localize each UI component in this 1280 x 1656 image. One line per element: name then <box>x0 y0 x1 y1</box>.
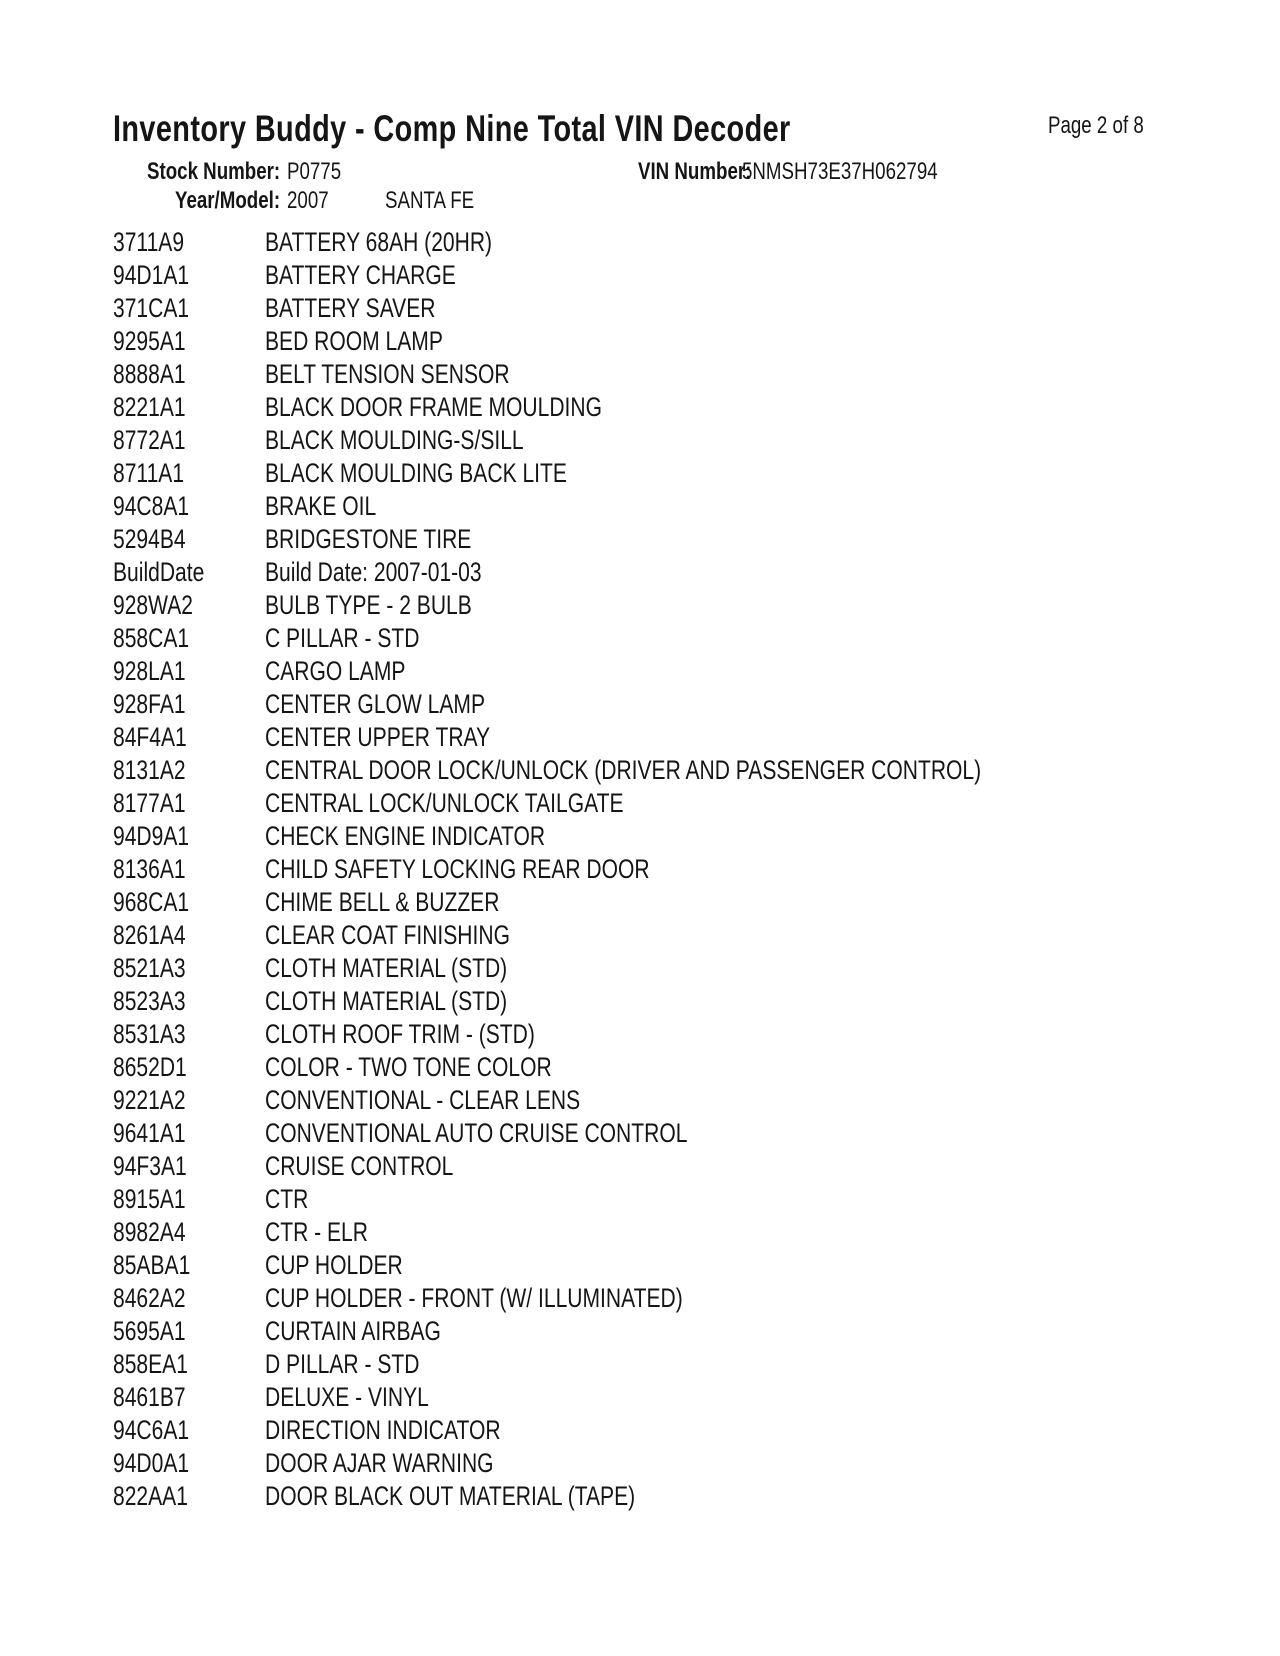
option-code-text: 8652D1 <box>113 1052 187 1082</box>
option-description-text: CTR - ELR <box>265 1217 368 1247</box>
option-code-text: 858CA1 <box>113 623 190 653</box>
option-code <box>113 986 206 1017</box>
model-value: SANTA FE <box>385 187 475 214</box>
option-code-text: 94D0A1 <box>113 1448 190 1478</box>
option-code <box>113 1349 209 1380</box>
option-code <box>113 359 206 390</box>
option-description-text: DOOR BLACK OUT MATERIAL (TAPE) <box>265 1481 636 1511</box>
option-description <box>265 524 530 555</box>
option-code-text: 8461B7 <box>113 1382 186 1412</box>
option-row <box>0 1481 1280 1514</box>
option-description-text: C PILLAR - STD <box>265 623 420 653</box>
option-code <box>113 689 206 720</box>
option-code-text: 85ABA1 <box>113 1250 191 1280</box>
option-row <box>0 788 1280 821</box>
option-code <box>113 260 211 291</box>
option-row <box>0 1382 1280 1415</box>
option-code <box>113 953 206 984</box>
option-description <box>265 887 566 918</box>
option-description <box>265 821 624 852</box>
option-code <box>113 1052 208 1083</box>
option-row <box>0 326 1280 359</box>
option-code <box>113 1151 208 1182</box>
option-description <box>265 1184 321 1215</box>
option-description-text: BRAKE OIL <box>265 491 377 521</box>
option-description-text: BED ROOM LAMP <box>265 326 443 356</box>
option-description-text: COLOR - TWO TONE COLOR <box>265 1052 552 1082</box>
option-row <box>0 821 1280 854</box>
option-description-text: CENTER UPPER TRAY <box>265 722 491 752</box>
option-description-text: BATTERY 68AH (20HR) <box>265 227 493 257</box>
option-description-text: DOOR AJAR WARNING <box>265 1448 494 1478</box>
option-description <box>265 656 445 687</box>
option-row <box>0 491 1280 524</box>
option-row <box>0 1118 1280 1151</box>
option-description <box>265 953 576 984</box>
option-code-text: 8462A2 <box>113 1283 186 1313</box>
option-description <box>265 1118 807 1149</box>
option-description <box>265 1316 491 1347</box>
option-description-text: BRIDGESTONE TIRE <box>265 524 472 554</box>
option-row <box>0 1151 1280 1184</box>
option-row <box>0 458 1280 491</box>
option-description <box>265 425 597 456</box>
option-description-text: CONVENTIONAL AUTO CRUISE CONTROL <box>265 1118 688 1148</box>
option-description-text: CONVENTIONAL - CLEAR LENS <box>265 1085 581 1115</box>
option-code <box>113 1019 206 1050</box>
option-description <box>265 293 484 324</box>
option-description-text: CENTRAL LOCK/UNLOCK TAILGATE <box>265 788 624 818</box>
option-description-text: BATTERY CHARGE <box>265 260 456 290</box>
option-row <box>0 1415 1280 1448</box>
option-code-text: 9641A1 <box>113 1118 186 1148</box>
option-code-text: 8888A1 <box>113 359 186 389</box>
option-code-text: 5294B4 <box>113 524 186 554</box>
option-description <box>265 392 697 423</box>
option-description <box>265 920 579 951</box>
option-description-text: CENTER GLOW LAMP <box>265 689 485 719</box>
option-description-text: CURTAIN AIRBAG <box>265 1316 441 1346</box>
option-description-text: CENTRAL DOOR LOCK/UNLOCK (DRIVER AND PASSENGER CONTROL) <box>265 755 982 785</box>
option-row <box>0 293 1280 326</box>
option-code-text: 94D9A1 <box>113 821 190 851</box>
option-code <box>113 623 211 654</box>
option-description-text: CHIME BELL & BUZZER <box>265 887 500 917</box>
option-row <box>0 623 1280 656</box>
option-row <box>0 755 1280 788</box>
option-description <box>265 359 579 390</box>
option-code <box>113 1415 211 1446</box>
option-code <box>113 1382 206 1413</box>
option-code-text: 928FA1 <box>113 689 186 719</box>
option-row <box>0 920 1280 953</box>
option-description-text: CARGO LAMP <box>265 656 406 686</box>
page-number-indicator: Page 2 of 8 <box>1048 112 1144 139</box>
option-description-text: CLOTH ROOF TRIM - (STD) <box>265 1019 535 1049</box>
option-description <box>265 623 463 654</box>
option-description <box>265 689 547 720</box>
option-description <box>265 590 530 621</box>
option-code <box>113 293 211 324</box>
option-row <box>0 260 1280 293</box>
option-description <box>265 722 554 753</box>
option-code-text: 8523A3 <box>113 986 186 1016</box>
option-row <box>0 425 1280 458</box>
option-code-text: BuildDate <box>113 557 205 587</box>
option-row <box>0 689 1280 722</box>
option-code <box>113 524 206 555</box>
option-row <box>0 887 1280 920</box>
option-description <box>265 326 493 357</box>
option-row <box>0 854 1280 887</box>
option-code <box>113 491 211 522</box>
option-code-text: 9221A2 <box>113 1085 186 1115</box>
option-code-text: 858EA1 <box>113 1349 188 1379</box>
option-row <box>0 1283 1280 1316</box>
option-description-text: BLACK MOULDING-S/SILL <box>265 425 524 455</box>
option-row <box>0 557 1280 590</box>
option-description-text: DIRECTION INDICATOR <box>265 1415 501 1445</box>
option-code <box>113 854 206 885</box>
option-code-text: 8915A1 <box>113 1184 186 1214</box>
option-description <box>265 1217 397 1248</box>
option-code <box>113 1316 206 1347</box>
option-code <box>113 557 230 588</box>
option-code-text: 94C6A1 <box>113 1415 190 1445</box>
option-code-text: 822AA1 <box>113 1481 188 1511</box>
options-list <box>0 227 1280 1514</box>
year-value: 2007 <box>287 187 329 214</box>
option-description-text: BULB TYPE - 2 BULB <box>265 590 472 620</box>
option-row <box>0 1019 1280 1052</box>
option-description <box>265 788 725 819</box>
option-description-text: CTR <box>265 1184 309 1214</box>
option-description-text: CHILD SAFETY LOCKING REAR DOOR <box>265 854 650 884</box>
option-description-text: BLACK DOOR FRAME MOULDING <box>265 392 603 422</box>
option-row <box>0 227 1280 260</box>
option-row <box>0 524 1280 557</box>
option-code-text: 8531A3 <box>113 1019 186 1049</box>
option-code-text: 94F3A1 <box>113 1151 187 1181</box>
option-row <box>0 656 1280 689</box>
option-code <box>113 1283 206 1314</box>
option-row <box>0 986 1280 1019</box>
option-description <box>265 1448 558 1479</box>
option-code-text: 968CA1 <box>113 887 190 917</box>
option-code <box>113 1217 206 1248</box>
option-code-text: 8982A4 <box>113 1217 186 1247</box>
year-model-label: Year/Model: <box>175 187 281 214</box>
option-row <box>0 953 1280 986</box>
option-description <box>265 491 408 522</box>
option-description <box>265 1481 740 1512</box>
option-row <box>0 1349 1280 1382</box>
option-row <box>0 1217 1280 1250</box>
option-code <box>113 392 206 423</box>
option-code-text: 8136A1 <box>113 854 186 884</box>
option-description-text: CRUISE CONTROL <box>265 1151 454 1181</box>
option-description <box>265 986 576 1017</box>
option-code-text: 371CA1 <box>113 293 190 323</box>
option-row <box>0 1184 1280 1217</box>
option-code-text: 3711A9 <box>113 227 185 257</box>
vin-number-label: VIN Number: <box>638 158 752 185</box>
option-description <box>265 854 758 885</box>
option-row <box>0 1316 1280 1349</box>
option-code-text: 8521A3 <box>113 953 186 983</box>
option-description <box>265 1382 475 1413</box>
option-description <box>265 1052 633 1083</box>
page-title-text: Inventory Buddy - Comp Nine Total VIN Decoder <box>113 108 791 149</box>
option-code-text: 928LA1 <box>113 656 186 686</box>
option-description <box>265 755 1183 786</box>
option-code <box>113 755 206 786</box>
option-description-text: BATTERY SAVER <box>265 293 436 323</box>
option-code <box>113 920 206 951</box>
option-description-text: CUP HOLDER <box>265 1250 403 1280</box>
option-code-text: 5695A1 <box>113 1316 186 1346</box>
option-code <box>113 590 216 621</box>
option-code-text: 8221A1 <box>113 392 186 422</box>
option-description-text: DELUXE - VINYL <box>265 1382 429 1412</box>
option-description-text: CLOTH MATERIAL (STD) <box>265 986 508 1016</box>
option-code <box>113 887 211 918</box>
option-row <box>0 392 1280 425</box>
option-code-text: 94D1A1 <box>113 260 190 290</box>
option-description-text: Build Date: 2007-01-03 <box>265 557 482 587</box>
option-row <box>0 1085 1280 1118</box>
option-row <box>0 590 1280 623</box>
option-code-text: 84F4A1 <box>113 722 187 752</box>
page-title <box>113 108 982 150</box>
option-code <box>113 326 206 357</box>
option-code <box>113 1085 206 1116</box>
option-description <box>265 458 652 489</box>
option-code-text: 8177A1 <box>113 788 186 818</box>
option-code <box>113 458 204 489</box>
option-code <box>113 821 211 852</box>
option-row <box>0 1052 1280 1085</box>
option-code-text: 8261A4 <box>113 920 186 950</box>
option-description-text: BELT TENSION SENSOR <box>265 359 510 389</box>
option-description <box>265 1151 507 1182</box>
option-code <box>113 227 204 258</box>
option-code-text: 9295A1 <box>113 326 186 356</box>
option-code <box>113 1118 206 1149</box>
option-description <box>265 260 510 291</box>
option-row <box>0 359 1280 392</box>
option-code <box>113 1184 206 1215</box>
option-code <box>113 1448 211 1479</box>
option-description <box>265 1019 611 1050</box>
vin-number-value: 5NMSH73E37H062794 <box>742 158 938 185</box>
option-description <box>265 1283 801 1314</box>
option-code <box>113 1481 209 1512</box>
option-description-text: D PILLAR - STD <box>265 1349 420 1379</box>
option-description <box>265 1415 567 1446</box>
option-code <box>113 1250 212 1281</box>
option-row <box>0 722 1280 755</box>
option-code <box>113 656 206 687</box>
option-description-text: BLACK MOULDING BACK LITE <box>265 458 567 488</box>
option-description <box>265 1250 442 1281</box>
option-code <box>113 788 206 819</box>
option-code <box>113 425 206 456</box>
option-description <box>265 1085 669 1116</box>
option-code-text: 928WA2 <box>113 590 193 620</box>
option-code <box>113 722 208 753</box>
option-description-text: CLOTH MATERIAL (STD) <box>265 953 508 983</box>
option-code-text: 8131A2 <box>113 755 186 785</box>
stock-number-label: Stock Number: <box>147 158 281 185</box>
option-description <box>265 1349 463 1380</box>
option-row <box>0 1448 1280 1481</box>
option-code-text: 94C8A1 <box>113 491 190 521</box>
option-description <box>265 557 543 588</box>
option-code-text: 8711A1 <box>113 458 185 488</box>
option-description-text: CHECK ENGINE INDICATOR <box>265 821 546 851</box>
option-description-text: CLEAR COAT FINISHING <box>265 920 510 950</box>
option-row <box>0 1250 1280 1283</box>
option-description <box>265 227 556 258</box>
option-description-text: CUP HOLDER - FRONT (W/ ILLUMINATED) <box>265 1283 683 1313</box>
option-code-text: 8772A1 <box>113 425 186 455</box>
stock-number-value: P0775 <box>287 158 342 185</box>
